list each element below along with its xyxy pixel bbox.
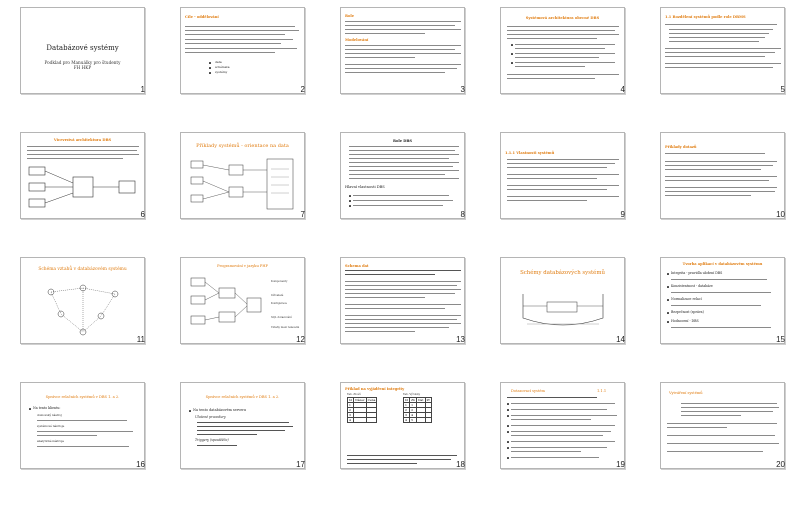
- slide-title: Databázové systémy: [46, 44, 119, 52]
- slide-subtitle: Podklad pro Manuálky pro študenty FH HKP: [44, 60, 121, 70]
- slide-title: Správce relačních systémů v DBS 1. a 2.: [205, 395, 280, 399]
- table-caption: Tab. Výrobky: [403, 393, 421, 396]
- slide-number: 18: [456, 460, 465, 469]
- slide-item: Na tento klientu:: [33, 406, 61, 410]
- slide-number: 12: [296, 335, 305, 344]
- slide-item: Na tento databázovém serveru: [193, 408, 247, 412]
- slide-title: Role: [345, 14, 355, 18]
- slide-number: 19: [616, 460, 625, 469]
- slide-17[interactable]: [180, 382, 305, 469]
- slide-subtitle: Hlavní vlastnosti DBS: [345, 185, 385, 189]
- diagram-label: Komponenty: [271, 280, 288, 283]
- slide-title: Systémová architektura obecné DBS: [525, 16, 600, 20]
- slide-number: 13: [456, 335, 465, 344]
- slide-title: Programování v jazyku PHP: [217, 264, 268, 268]
- slide-number: 20: [776, 460, 785, 469]
- slide-item: analytické nástroje: [37, 439, 65, 443]
- slide-number: 2: [300, 85, 305, 94]
- slide-9[interactable]: [500, 132, 625, 219]
- slide-5[interactable]: [660, 7, 785, 94]
- diagram-label: Vztahy mezi relacemi: [271, 326, 300, 329]
- slide-14[interactable]: [500, 257, 625, 344]
- slide-18[interactable]: [340, 382, 465, 469]
- slide-subtitle: Modelování: [345, 38, 369, 42]
- slide-item: Bezpečnost (správa): [671, 310, 704, 314]
- slide-15[interactable]: [660, 257, 785, 344]
- slide-item: systémy: [215, 70, 228, 74]
- slide-title: Role DBS: [392, 139, 413, 143]
- diagram-label: Uživatelé: [271, 294, 284, 297]
- slide-title: Cíle - oddělování: [185, 15, 219, 19]
- slide-title: Schema dat: [345, 264, 369, 268]
- slide-title: 1.1 Rozdělení systémů podle role DBMS: [665, 15, 746, 19]
- slide-number: 9: [620, 210, 625, 219]
- slide-1[interactable]: [20, 7, 145, 94]
- slide-20[interactable]: [660, 382, 785, 469]
- slide-number: 6: [140, 210, 145, 219]
- slide-number: 17: [296, 460, 305, 469]
- slide-title: Tvorba aplikací v databázovém systému: [682, 262, 763, 266]
- slide-19[interactable]: [500, 382, 625, 469]
- slide-12[interactable]: [180, 257, 305, 344]
- slide-item: Uložené procedury: [195, 415, 226, 419]
- slide-number: 8: [460, 210, 465, 219]
- slide-11[interactable]: [20, 257, 145, 344]
- slide-number: 4: [620, 85, 625, 94]
- php-diagram: [187, 274, 265, 340]
- relationship-diagram: [31, 280, 136, 338]
- slide-7[interactable]: [180, 132, 305, 219]
- slide-title: 1.1.1 Vlastnosti systémů: [505, 151, 555, 155]
- slide-item: Triggery (spouštěče): [195, 438, 229, 442]
- slide-title: Dotazovací systém: [511, 389, 545, 393]
- slide-2[interactable]: [180, 7, 305, 94]
- architecture-diagram: [27, 163, 140, 213]
- slide-3[interactable]: [340, 7, 465, 94]
- slide-item: domovský nástroj: [37, 413, 62, 417]
- slide-8[interactable]: [340, 132, 465, 219]
- slide-13[interactable]: [340, 257, 465, 344]
- slide-number: 5: [780, 85, 785, 94]
- slide-title: Příklady systémů - orientace na data: [196, 143, 289, 149]
- slide-4[interactable]: [500, 7, 625, 94]
- slide-6[interactable]: [20, 132, 145, 219]
- example-diagram: [187, 155, 300, 215]
- slide-title: Schéma vztahů v databázovém systému: [38, 267, 127, 272]
- slide-item: Konzistentnost - databáze: [671, 284, 713, 288]
- slide-item: data: [215, 60, 222, 64]
- slide-item: Normalizace relací: [671, 297, 702, 301]
- slide-number: 14: [616, 335, 625, 344]
- slide-number: 15: [776, 335, 785, 344]
- slide-title: Vytváření systémů: [669, 391, 703, 395]
- slide-item: schémata: [215, 65, 230, 69]
- slide-title: Správce relačních systémů v DBS 1. a 2.: [45, 395, 120, 399]
- slide-number: 16: [136, 460, 145, 469]
- slide-number: 10: [776, 210, 785, 219]
- slide-number: 11: [136, 335, 145, 344]
- slide-title: Příklad na vyjádření integrity: [345, 387, 405, 391]
- table-caption: Tab. Zboží: [347, 393, 361, 396]
- slide-number: 7: [300, 210, 305, 219]
- goods-table: Id Název Cena 1 2 3 4: [349, 398, 376, 422]
- slide-item: systémové nástroje: [37, 424, 65, 428]
- slide-16[interactable]: [20, 382, 145, 469]
- slide-title: Schémy databázových systémů: [520, 270, 605, 276]
- diagram-label: SQL dotazování: [271, 316, 292, 319]
- products-table: Id Zb Dat Pr 1 1 2 2 3 4 4 5: [405, 398, 430, 422]
- slide-item: Hodnocení - DBS: [671, 319, 699, 323]
- slide-title: Vícevrstvá architektura DBS: [53, 138, 112, 142]
- slide-item: Integrita - pravidla uložení DBS: [671, 271, 723, 275]
- system-diagram: [517, 288, 609, 334]
- slide-title: Příklady dotazů: [665, 145, 697, 149]
- slide-number: 3: [460, 85, 465, 94]
- slide-subtitle: 1.1.1: [597, 389, 607, 393]
- slide-10[interactable]: [660, 132, 785, 219]
- diagram-label: Konfigurace: [271, 302, 287, 305]
- slide-number: 1: [140, 85, 145, 94]
